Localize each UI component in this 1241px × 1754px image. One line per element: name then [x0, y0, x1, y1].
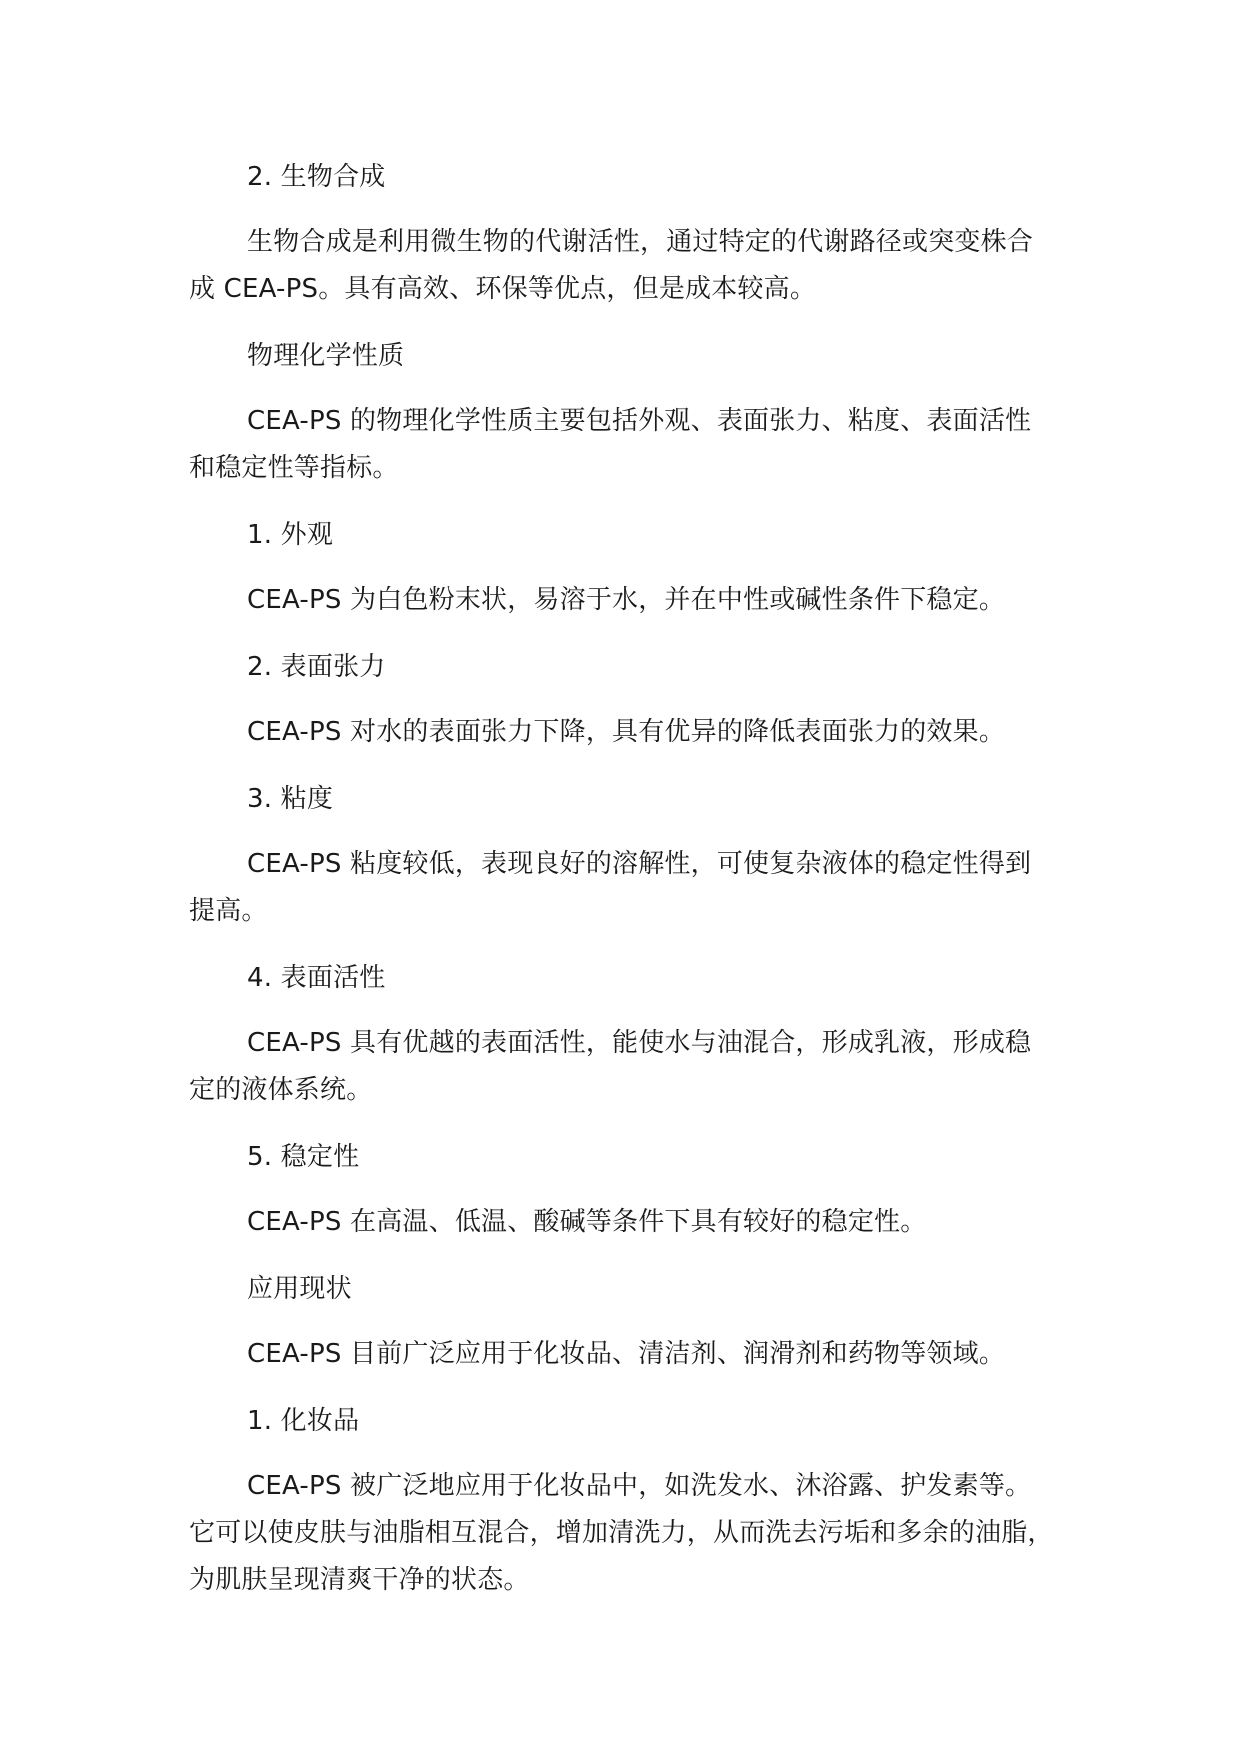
- paragraph-biosynthesis: 生物合成是利用微生物的代谢活性，通过特定的代谢路径或突变株合成 CEA-PS。具有高效、环保等优点，但是成本较高。: [189, 227, 1034, 304]
- heading-physicochemical-properties: 物理化学性质: [247, 341, 405, 371]
- paragraph-viscosity: CEA-PS 粘度较低，表现良好的溶解性，可使复杂液体的稳定性得到提高。: [189, 849, 1032, 926]
- paragraph-cosmetics: CEA-PS 被广泛地应用于化妆品中，如洗发水、沐浴露、护发素等。它可以使皮肤与油脂相互混合，增加清洗力，从而洗去污垢和多余的油脂，为肌肤呈现清爽干净的状态。: [189, 1471, 1054, 1595]
- paragraph-surface-activity: CEA-PS 具有优越的表面活性，能使水与油混合，形成乳液，形成稳定的液体系统。: [189, 1028, 1032, 1105]
- paragraph-physicochemical-properties: CEA-PS 的物理化学性质主要包括外观、表面张力、粘度、表面活性和稳定性等指标。: [189, 406, 1032, 483]
- heading-appearance: 1. 外观: [247, 520, 334, 550]
- paragraph-surface-tension: CEA-PS 对水的表面张力下降，具有优异的降低表面张力的效果。: [247, 717, 1006, 747]
- paragraph-stability: CEA-PS 在高温、低温、酸碱等条件下具有较好的稳定性。: [247, 1207, 927, 1237]
- document-body: [189, 154, 1057, 1624]
- heading-application-status: 应用现状: [247, 1274, 352, 1304]
- heading-stability: 5. 稳定性: [247, 1142, 360, 1172]
- heading-viscosity: 3. 粘度: [247, 784, 334, 814]
- heading-biosynthesis: 2. 生物合成: [247, 162, 386, 192]
- heading-surface-tension: 2. 表面张力: [247, 652, 386, 682]
- paragraph-application-status: CEA-PS 目前广泛应用于化妆品、清洁剂、润滑剂和药物等领域。: [247, 1339, 1006, 1369]
- heading-surface-activity: 4. 表面活性: [247, 963, 386, 993]
- heading-cosmetics: 1. 化妆品: [247, 1406, 360, 1436]
- paragraph-appearance: CEA-PS 为白色粉末状，易溶于水，并在中性或碱性条件下稳定。: [247, 585, 1006, 615]
